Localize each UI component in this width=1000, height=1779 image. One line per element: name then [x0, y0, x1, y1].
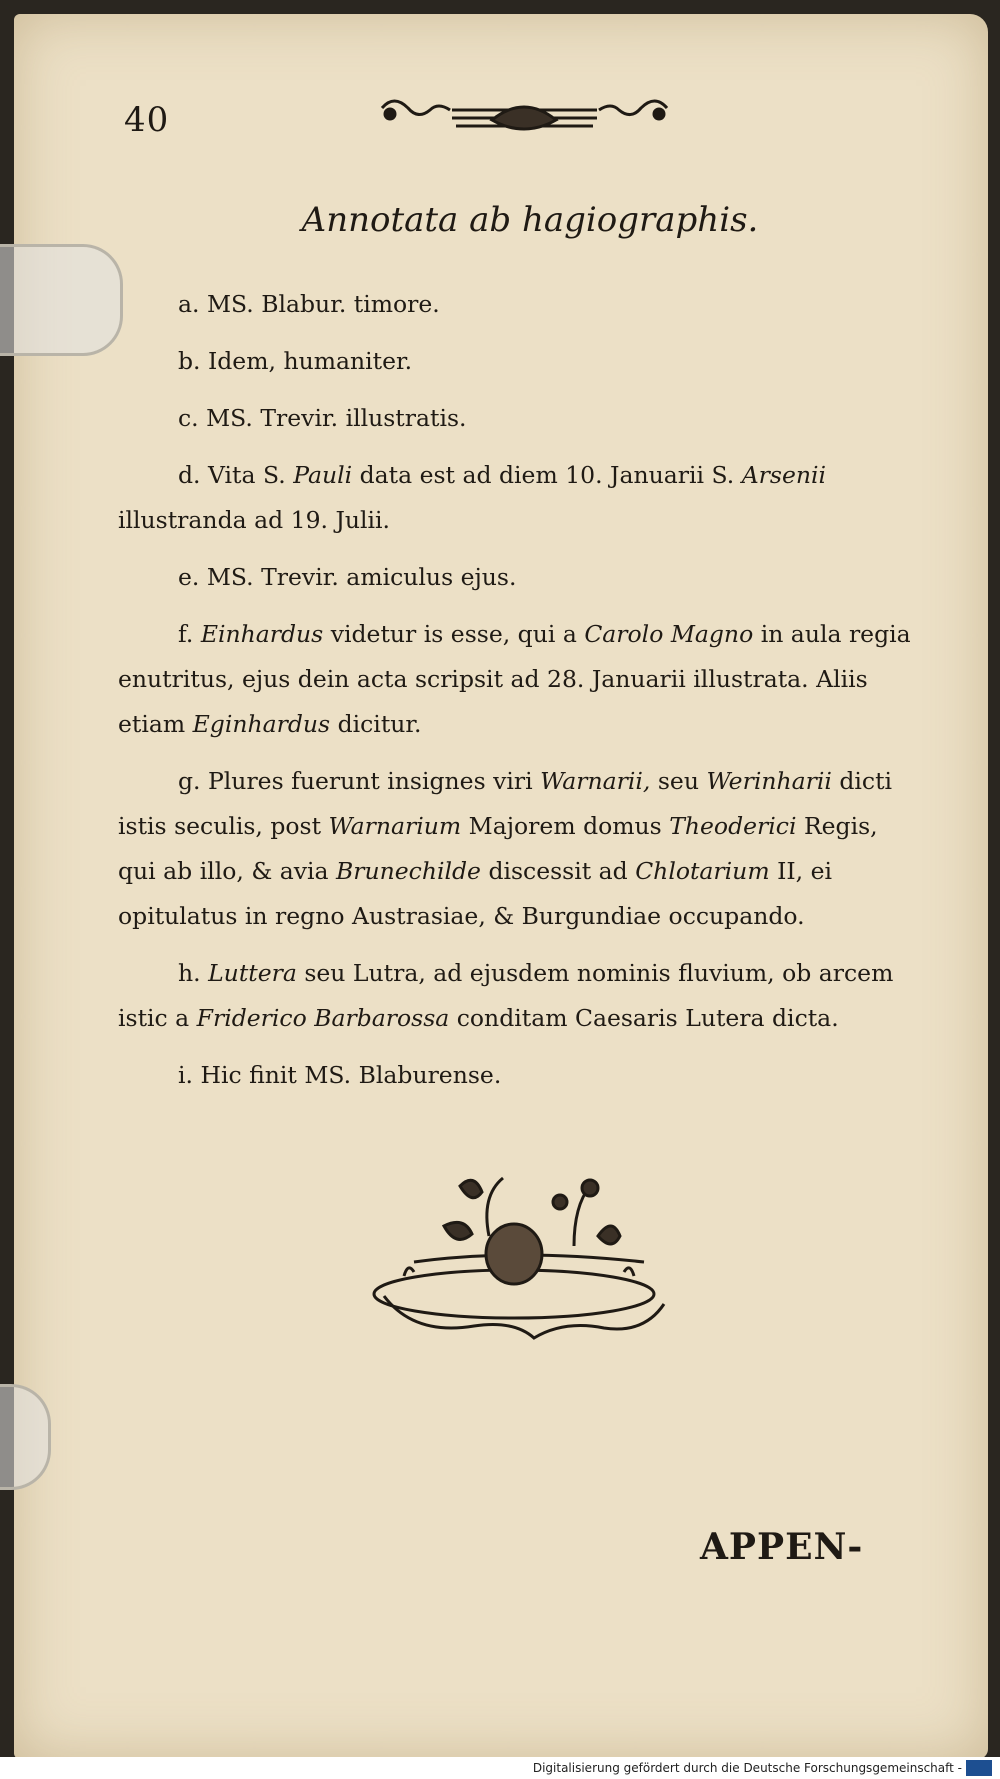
italic-name: Chlotarium — [635, 857, 770, 885]
note-text: in aula regia enutritus, ejus dein acta scripsit ad 28. Januarii illustrata. Aliis etiam — [118, 620, 911, 738]
italic-name: Pauli — [293, 461, 353, 489]
italic-name: Theoderici — [669, 812, 797, 840]
italic-name: Brunechilde — [336, 857, 481, 885]
note-text: conditam Caesaris Lutera dicta. — [449, 1004, 839, 1032]
note-text: b. Idem, humaniter. — [178, 347, 413, 375]
note-text: seu — [650, 767, 707, 795]
catchword: APPEN- — [700, 1526, 864, 1568]
italic-name: Arsenii — [741, 461, 827, 489]
note-text: i. Hic finit MS. Blaburense. — [178, 1061, 502, 1089]
note-text: data est ad diem 10. Januarii S. — [352, 461, 742, 489]
note-text: d. Vita S. — [178, 461, 294, 489]
note-text: II, ei opitulatus in regno Austrasiae, & Burgundiae occupando. — [118, 857, 833, 930]
italic-name: Einhardus — [200, 620, 324, 648]
note-text: illustranda ad 19. Julii. — [118, 506, 391, 534]
footer-text: Digitalisierung gefördert durch die Deutsche Forschungsgemeinschaft - — [532, 1761, 962, 1775]
note-text: seu Lutra, ad ejusdem nominis fluvium, ob arcem istic a — [118, 959, 894, 1032]
section-heading: Annotata ab hagiographis. — [301, 200, 759, 240]
note-text: discessit ad — [480, 857, 636, 885]
annotation-list — [118, 282, 918, 1110]
note-text: Majorem domus — [461, 812, 670, 840]
annotation-note — [118, 396, 918, 441]
note-text: dicti istis seculis, post — [118, 767, 893, 840]
note-text: h. — [178, 959, 209, 987]
annotation-note — [118, 453, 918, 543]
digitization-footer — [0, 1757, 1000, 1779]
italic-name: Luttera — [208, 959, 297, 987]
note-text: videtur is esse, qui a — [323, 620, 585, 648]
annotation-note — [118, 1053, 918, 1098]
page-number: 40 — [124, 100, 170, 140]
annotation-note — [118, 555, 918, 600]
note-text: dicitur. — [330, 710, 422, 738]
annotation-note — [118, 951, 918, 1041]
note-text: g. Plures fuerunt insignes viri — [178, 767, 541, 795]
note-text: a. MS. Blabur. timore. — [178, 290, 440, 318]
italic-name: Eginhardus — [192, 710, 331, 738]
italic-name: Werinharii — [706, 767, 832, 795]
note-text: f. — [178, 620, 201, 648]
italic-name: Carolo Magno — [584, 620, 754, 648]
note-text: c. MS. Trevir. illustratis. — [178, 404, 467, 432]
annotation-note — [118, 612, 918, 747]
note-text: Regis, qui ab illo, & avia — [118, 812, 878, 885]
header-ornament — [372, 90, 677, 140]
note-text: e. MS. Trevir. amiculus ejus. — [178, 563, 517, 591]
page-clip — [0, 244, 123, 356]
annotation-note — [118, 282, 918, 327]
italic-name: Warnarium — [328, 812, 462, 840]
annotation-note — [118, 759, 918, 939]
italic-name: Friderico Barbarossa — [196, 1004, 450, 1032]
dfg-logo — [966, 1760, 992, 1776]
floral-vignette — [364, 1166, 674, 1348]
annotation-note — [118, 339, 918, 384]
italic-name: Warnarii, — [540, 767, 651, 795]
